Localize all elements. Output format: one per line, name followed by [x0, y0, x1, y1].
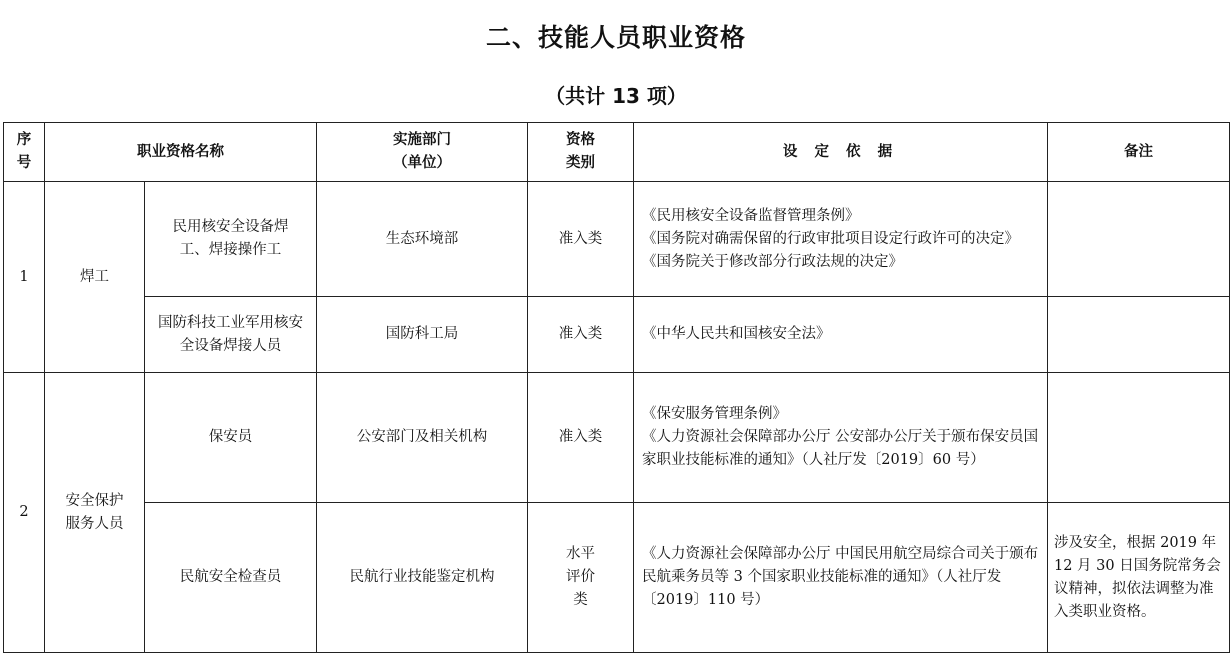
basis-line: 《人力资源社会保障部办公厅 公安部办公厅关于颁布保安员国家职业技能标准的通知》（人社厅发〔2019〕60 号） [642, 429, 1039, 468]
remark [1048, 297, 1230, 373]
remark [1048, 373, 1230, 503]
table-header-row [4, 123, 1230, 182]
header-dept-line2: （单位） [393, 155, 451, 171]
header-type [528, 123, 634, 182]
implementing-dept: 民航行业技能鉴定机构 [317, 503, 528, 653]
qualification-name: 保安员 [145, 373, 317, 503]
qualification-name: 民用核安全设备焊工、焊接操作工 [145, 182, 317, 297]
header-basis: 设 定 依 据 [634, 123, 1048, 182]
remark [1048, 182, 1230, 297]
remark: 涉及安全，根据 2019 年 12 月 30 日国务院常务会议精神，拟依法调整为准入类职业资格。 [1048, 503, 1230, 653]
document-subtitle: （共计 13 项） [545, 84, 687, 108]
group-seq: 2 [4, 373, 45, 653]
header-name: 职业资格名称 [45, 123, 317, 182]
header-remark: 备注 [1048, 123, 1230, 182]
header-seq [4, 123, 45, 182]
implementing-dept: 生态环境部 [317, 182, 528, 297]
table-row [4, 503, 1230, 653]
header-dept-line1: 实施部门 [393, 132, 451, 148]
header-type-line1: 资格 [566, 132, 595, 148]
qualification-table [3, 122, 1230, 653]
implementing-dept: 国防科工局 [317, 297, 528, 373]
group-category: 焊工 [45, 182, 145, 373]
legal-basis [634, 373, 1048, 503]
table-row [4, 182, 1230, 297]
basis-line: 《中华人民共和国核安全法》 [642, 326, 831, 342]
basis-line: 《民用核安全设备监督管理条例》 [642, 207, 860, 224]
type-text: 水平评价类 [565, 546, 595, 608]
table-row [4, 373, 1230, 503]
group-category: 安全保护服务人员 [45, 373, 145, 653]
document-title: 二、技能人员职业资格 [485, 23, 746, 52]
qualification-type [528, 503, 634, 653]
table-row [4, 297, 1230, 373]
legal-basis [634, 503, 1048, 653]
basis-line: 《国务院对确需保留的行政审批项目设定行政许可的决定》 [642, 230, 1019, 247]
legal-basis [634, 182, 1048, 297]
implementing-dept: 公安部门及相关机构 [317, 373, 528, 503]
qualification-name: 国防科技工业军用核安全设备焊接人员 [145, 297, 317, 373]
qualification-type: 准入类 [528, 182, 634, 297]
qualification-type: 准入类 [528, 297, 634, 373]
header-seq-line1: 序号 [16, 132, 32, 171]
basis-line: 《国务院关于修改部分行政法规的决定》 [642, 253, 903, 270]
group-seq: 1 [4, 182, 45, 373]
header-type-line2: 类别 [566, 155, 595, 171]
header-dept [317, 123, 528, 182]
qualification-type: 准入类 [528, 373, 634, 503]
basis-line: 《保安服务管理条例》 [642, 406, 787, 422]
basis-line: 《人力资源社会保障部办公厅 中国民用航空局综合司关于颁布民航乘务员等 3 个国家职业技能标准的通知》（人社厅发〔2019〕110 号） [642, 546, 1039, 608]
qualification-name: 民航安全检查员 [145, 503, 317, 653]
legal-basis [634, 297, 1048, 373]
